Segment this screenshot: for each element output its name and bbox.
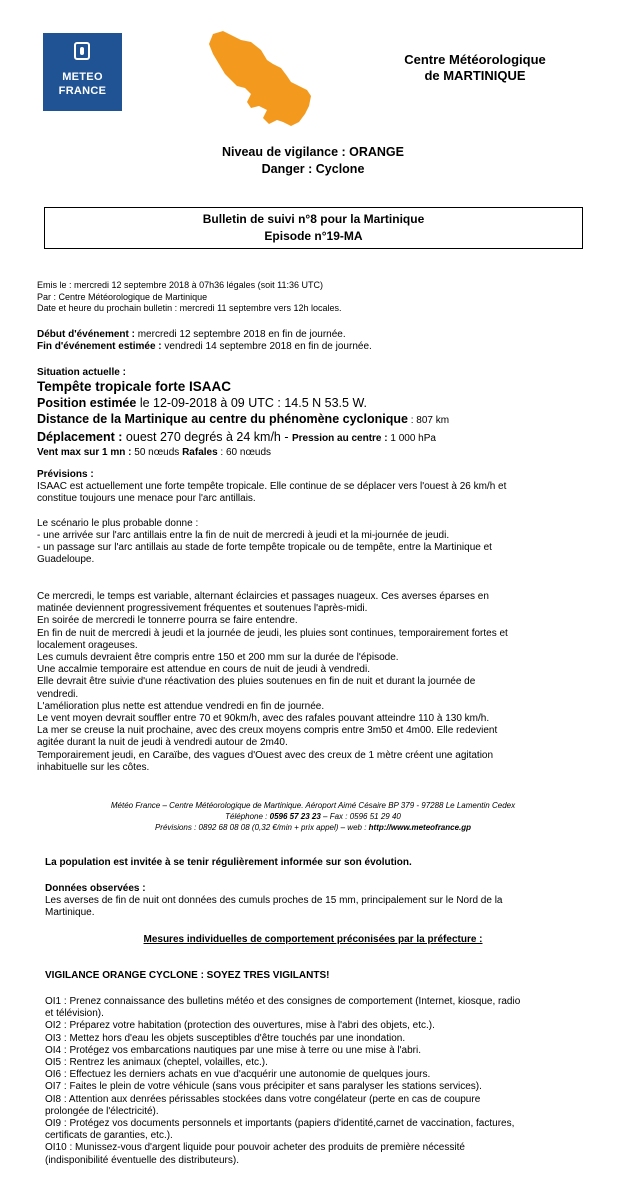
previsions-line: L'amélioration plus nette est attendue vendredi en fin de journée. (37, 700, 325, 712)
meteo-france-emblem-icon (74, 42, 90, 60)
observations-section (45, 883, 595, 920)
gusts-value: : 60 nœuds (217, 447, 272, 458)
contact-footer (37, 800, 589, 833)
population-notice: La population est invitée à se tenir régulièrement informée sur son évolution. (45, 857, 412, 868)
centre-name-line1: Centre Météorologique (404, 52, 546, 67)
logo-text-line1: METEO (62, 71, 103, 83)
previsions-heading: Prévisions : (37, 469, 94, 480)
consigne-line: OI3 : Mettez hors d'eau les objets susceptibles d'être touchés par une inondation. (45, 1032, 406, 1044)
footer-fax: – Fax : 0596 51 29 40 (320, 812, 401, 821)
previsions-line (37, 506, 587, 518)
previsions-line: agitée durant la nuit de jeudi à vendredi autour de 2m40. (37, 737, 288, 749)
observations-line2: Martinique. (45, 907, 95, 919)
consigne-line: (indisponibilité éventuelle des distributeurs). (45, 1154, 239, 1166)
movement-label: Déplacement : (37, 430, 123, 444)
previsions-line (37, 567, 587, 579)
pressure-label: Pression au centre : (292, 433, 388, 444)
footer-web-link[interactable]: http://www.meteofrance.gp (368, 823, 472, 832)
situation-section (37, 367, 597, 459)
centre-name-line2: de MARTINIQUE (424, 68, 526, 83)
footer-prev-text: Prévisions : 0892 68 08 08 (0,32 €/min + prix appel) – web : (154, 823, 369, 832)
previsions-line: Le scénario le plus probable donne : (37, 517, 199, 529)
martinique-map-icon (207, 30, 313, 128)
event-dates (37, 329, 587, 353)
consigne-line: OI9 : Protégez vos documents personnels et importants (papiers d'identité,carnet de vaccination, factures, (45, 1118, 515, 1130)
situation-heading: Situation actuelle : (37, 367, 126, 378)
emission-date: Emis le : mercredi 12 septembre 2018 à 07h36 légales (soit 11:36 UTC) (37, 280, 323, 290)
distance-value: : 807 km (407, 415, 450, 426)
footer-tel-value: 0596 57 23 23 (269, 812, 321, 821)
previsions-line: ISAAC est actuellement une forte tempête tropicale. Elle continue de se déplacer vers l'ouest à 26 km/h et (37, 481, 507, 493)
next-bulletin-date: Date et heure du prochain bulletin : mercredi 11 septembre vers 12h locales. (37, 303, 342, 313)
previsions-line: Une accalmie temporaire est attendue en cours de nuit de jeudi à vendredi. (37, 664, 370, 676)
consigne-line: et télévision). (45, 1008, 104, 1020)
storm-position (37, 395, 597, 411)
mesures-title-text: Mesures individuelles de comportement préconisées par la préfecture : (143, 934, 483, 945)
consigne-line: OI2 : Préparez votre habitation (protection des ouvertures, mise à l'abri des objets, etc.). (45, 1020, 435, 1032)
storm-movement (37, 429, 597, 447)
consigne-line: OI5 : Rentrez les animaux (cheptel, volailles, etc.). (45, 1057, 268, 1069)
pressure-value: 1 000 hPa (387, 433, 436, 444)
previsions-line: En soirée de mercredi le tonnerre pourra se faire entendre. (37, 615, 298, 627)
previsions-section (37, 469, 587, 774)
previsions-line: vendredi. (37, 688, 79, 700)
previsions-line: En fin de nuit de mercredi à jeudi et la journée de jeudi, les pluies sont continues, temporairement fortes et (37, 627, 508, 639)
storm-distance (37, 411, 597, 429)
previsions-line: matinée deviennent progressivement fréquentes et soutenues l'après-midi. (37, 603, 368, 615)
previsions-text (37, 481, 587, 774)
previsions-line: La mer se creuse la nuit prochaine, avec des creux moyens compris entre 3m50 et 4m00. Elle redevient (37, 725, 498, 737)
footer-phone (37, 811, 589, 822)
logo-text-line2: FRANCE (58, 85, 107, 97)
consigne-line: OI1 : Prenez connaissance des bulletins météo et des consignes de comportement (Internet, kiosque, radio (45, 996, 521, 1007)
consigne-line: OI10 : Munissez-vous d'argent liquide pour pouvoir acheter des produits de première nécessité (45, 1142, 465, 1154)
previsions-line: constitue toujours une menace pour l'arc antillais. (37, 493, 256, 505)
footer-prev (37, 822, 589, 833)
vigilance-block (0, 144, 626, 178)
wind-label: Vent max sur 1 mn : (37, 447, 132, 458)
meteo-france-logo (43, 33, 122, 111)
consigne-line: OI8 : Attention aux denrées périssables stockées dans votre congélateur (perte en cas de coupure (45, 1093, 481, 1105)
previsions-line: Elle devrait être suivie d'une réactivation des pluies soutenues en fin de nuit et durant la journée de (37, 676, 476, 688)
previsions-line (37, 579, 587, 591)
gusts-label: Rafales (182, 447, 218, 458)
previsions-line: - un passage sur l'arc antillais au stade de forte tempête tropicale ou de tempête, entre la Martinique et (37, 542, 492, 554)
storm-wind (37, 447, 597, 459)
orange-vigilance-title: VIGILANCE ORANGE CYCLONE : SOYEZ TRES VIGILANTS! (45, 970, 330, 981)
observations-heading: Données observées : (45, 883, 146, 894)
emission-source: Par : Centre Météorologique de Martinique (37, 291, 208, 302)
position-label: Position estimée (37, 396, 137, 410)
consigne-line: OI4 : Protégez vos embarcations nautiques par une mise à terre ou une mise à l'abri. (45, 1044, 421, 1056)
bulletin-episode: Episode n°19-MA (264, 229, 363, 243)
wind-value: 50 nœuds (131, 447, 183, 458)
consigne-line: certificats de garanties, etc.). (45, 1130, 173, 1142)
footer-address: Météo France – Centre Météorologique de Martinique. Aéroport Aimé Césaire BP 379 - 97288 Le Lamentin Cedex (110, 801, 516, 810)
event-start-value: mercredi 12 septembre 2018 en fin de journée. (134, 329, 346, 340)
event-end-value: vendredi 14 septembre 2018 en fin de journée. (161, 341, 372, 353)
consigne-line: OI6 : Effectuez les derniers achats en vue d'acquérir une autonomie de quelques jours. (45, 1069, 431, 1081)
previsions-line: inhabituelle sur les côtes. (37, 761, 150, 773)
previsions-line: - une arrivée sur l'arc antillais entre la fin de nuit de mercredi à jeudi et la mi-journée de jeudi. (37, 530, 450, 541)
vigilance-level: Niveau de vigilance : ORANGE (222, 145, 404, 159)
event-start (37, 329, 587, 341)
emission-info (37, 280, 587, 315)
bulletin-title-box (44, 207, 583, 249)
storm-name: Tempête tropicale forte ISAAC (37, 379, 232, 394)
consigne-line: OI7 : Faites le plein de votre véhicule (sans vous précipiter et sans paralyser les stations services). (45, 1081, 482, 1093)
previsions-line: localement orageuses. (37, 639, 138, 651)
previsions-line: Guadeloupe. (37, 554, 95, 566)
footer-tel-label: Téléphone : (225, 812, 270, 821)
position-value: le 12-09-2018 à 09 UTC : 14.5 N 53.5 W. (136, 396, 368, 410)
event-end-label: Fin d'événement estimée : (37, 341, 162, 353)
event-start-label: Début d'événement : (37, 329, 135, 340)
bulletin-title: Bulletin de suivi n°8 pour la Martinique (202, 212, 425, 226)
previsions-line: Ce mercredi, le temps est variable, alternant éclaircies et passages nuageux. Ces averses éparses en (37, 590, 489, 602)
vigilance-danger: Danger : Cyclone (261, 162, 365, 176)
consigne-line: prolongée de l'électricité). (45, 1105, 159, 1117)
movement-value: ouest 270 degrés à 24 km/h - (122, 430, 292, 444)
centre-name (380, 52, 570, 84)
consignes-list (45, 996, 590, 1167)
mesures-title (0, 934, 626, 946)
previsions-line: Temporairement jeudi, en Caraïbe, des vagues d'Ouest avec des creux de 1 mètre créent une agitation (37, 749, 494, 761)
distance-label: Distance de la Martinique au centre du phénomène cyclonique (37, 412, 408, 426)
previsions-line: Les cumuls devraient être compris entre 150 et 200 mm sur la durée de l'épisode. (37, 652, 399, 663)
observations-line1: Les averses de fin de nuit ont données des cumuls proches de 15 mm, principalement sur le Nord de la (45, 895, 503, 907)
previsions-line: Le vent moyen devrait souffler entre 70 et 90km/h, avec des rafales pouvant atteindre 110 à 130 km/h. (37, 713, 490, 725)
event-end (37, 341, 587, 353)
